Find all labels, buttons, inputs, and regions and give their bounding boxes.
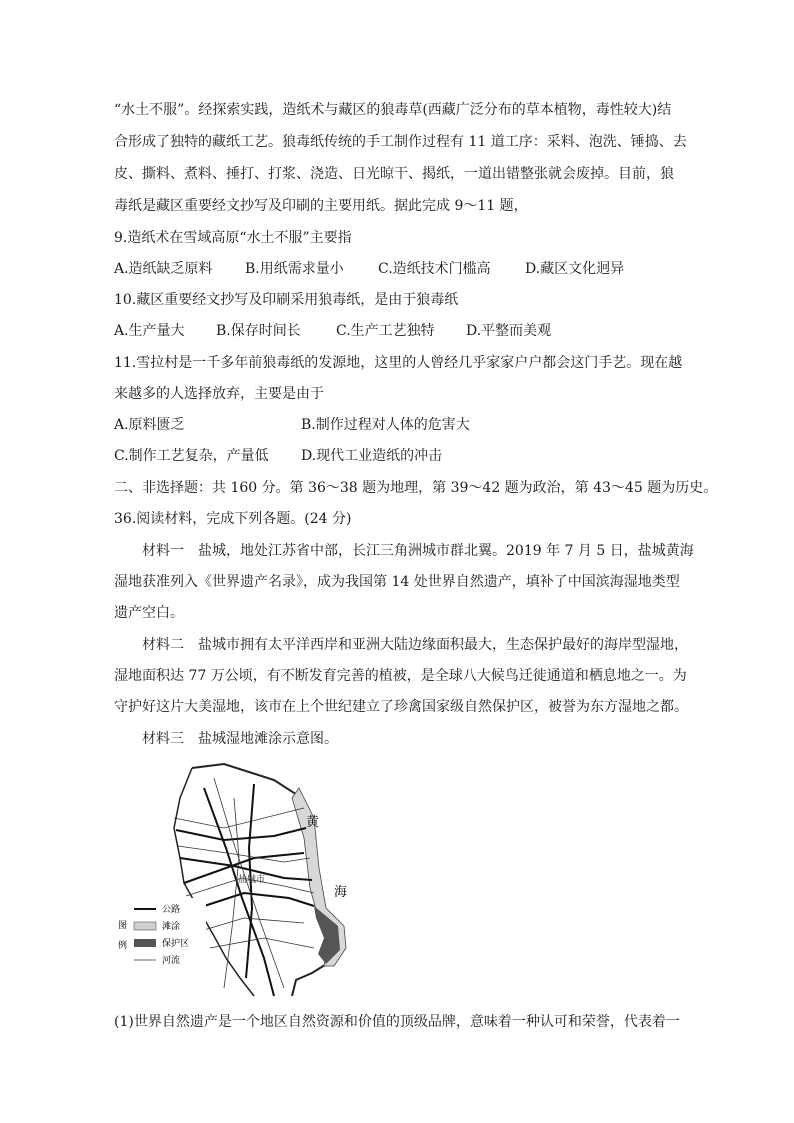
material-1-line-3: 遗产空白。 [114, 605, 184, 621]
intro-line-3: 皮、撕料、煮料、捶打、打浆、浇造、日光晾干、揭纸，一道出错整张就会废掉。目前，狼 [114, 166, 674, 182]
material-2-line-1: 材料二 盐城市拥有太平洋西岸和亚洲大陆边缘面积最大，生态保护最好的海岸型湿地， [142, 637, 688, 653]
intro-line-4: 毒纸是藏区重要经文抄写及印刷的主要用纸。据此完成 9～11 题， [114, 198, 528, 214]
legend-reserve-symbol [134, 939, 156, 947]
map-legend [114, 898, 206, 980]
question-11-option-d: D.现代工业造纸的冲击 [301, 448, 443, 464]
material-1-line-1: 材料一 盐城，地处江苏省中部，长江三角洲城市群北翼。2019 年 7 月 5 日，盐城黄海 [142, 543, 694, 559]
question-9-option-b: B.用纸需求量小 [245, 261, 344, 277]
question-10-stem: 10.藏区重要经文抄写及印刷采用狼毒纸，是由于狼毒纸 [114, 292, 459, 308]
legend-title-2: 例 [118, 941, 128, 951]
legend-tidal-label: 滩涂 [162, 922, 181, 932]
yancheng-wetland-map [114, 758, 354, 998]
question-11-stem-2: 来越多的人选择放弃，主要是由于 [114, 386, 324, 402]
legend-river-label: 河流 [162, 956, 181, 966]
question-36-stem: 36.阅读材料，完成下列各题。(24 分) [114, 511, 352, 527]
intro-line-2: 合形成了独特的藏纸工艺。狼毒纸传统的手工制作过程有 11 道工序：采料、泡洗、锤捣、去 [114, 134, 687, 150]
material-2-line-2: 湿地面积达 77 万公顷，有不断发育完善的植被，是全球八大候鸟迁徙通道和栖息地之一。为 [114, 668, 687, 684]
question-11-option-a: A.原料匮乏 [114, 417, 185, 433]
material-2-line-3: 守护好这片大美湿地，该市在上个世纪建立了珍禽国家级自然保护区，被誉为东方湿地之都。 [114, 699, 688, 715]
question-9-stem: 9.造纸术在雪域高原“水土不服”主要指 [114, 230, 352, 246]
legend-tidal-symbol [134, 922, 156, 930]
question-11-option-b: B.制作过程对人体的危害大 [301, 417, 470, 433]
material-1-line-2: 湿地获准列入《世界遗产名录》，成为我国第 14 处世界自然遗产，填补了中国滨海湿地类型 [114, 574, 680, 590]
sea-label-hai: 海 [334, 885, 348, 900]
question-11-stem-1: 11.雪拉村是一千多年前狼毒纸的发源地，这里的人曾经几乎家家户户都会这门手艺。现在越 [114, 355, 683, 371]
sea-label-huang: 黄 [306, 815, 320, 830]
question-10-option-a: A.生产量大 [114, 323, 185, 339]
question-9-option-c: C.造纸技术门槛高 [378, 261, 491, 277]
question-9-option-a: A.造纸缺乏原料 [114, 261, 213, 277]
intro-line-1: “水土不服”。经探索实践，造纸术与藏区的狼毒草(西藏广泛分布的草本植物，毒性较大)结 [114, 102, 672, 118]
legend-reserve-label: 保护区 [162, 939, 190, 949]
question-10-option-c: C.生产工艺独特 [336, 323, 435, 339]
section-2-heading: 二、非选择题：共 160 分。第 36～38 题为地理，第 39～42 题为政治，第 43～45 题为历史。 [114, 480, 718, 496]
question-11-option-c: C.制作工艺复杂，产量低 [114, 448, 269, 464]
material-3-line: 材料三 盐城湿地滩涂示意图。 [142, 731, 338, 747]
question-10-option-d: D.平整而美观 [466, 323, 552, 339]
question-10-option-b: B.保存时间长 [216, 323, 301, 339]
city-label: 盐城市 [238, 875, 266, 885]
legend-road-label: 公路 [162, 905, 181, 915]
sub-question-1: (1)世界自然遗产是一个地区自然资源和价值的顶级品牌，意味着一种认可和荣誉，代表着一 [114, 1014, 680, 1030]
legend-title-1: 图 [118, 921, 128, 931]
question-9-option-d: D.藏区文化迥异 [525, 261, 625, 277]
